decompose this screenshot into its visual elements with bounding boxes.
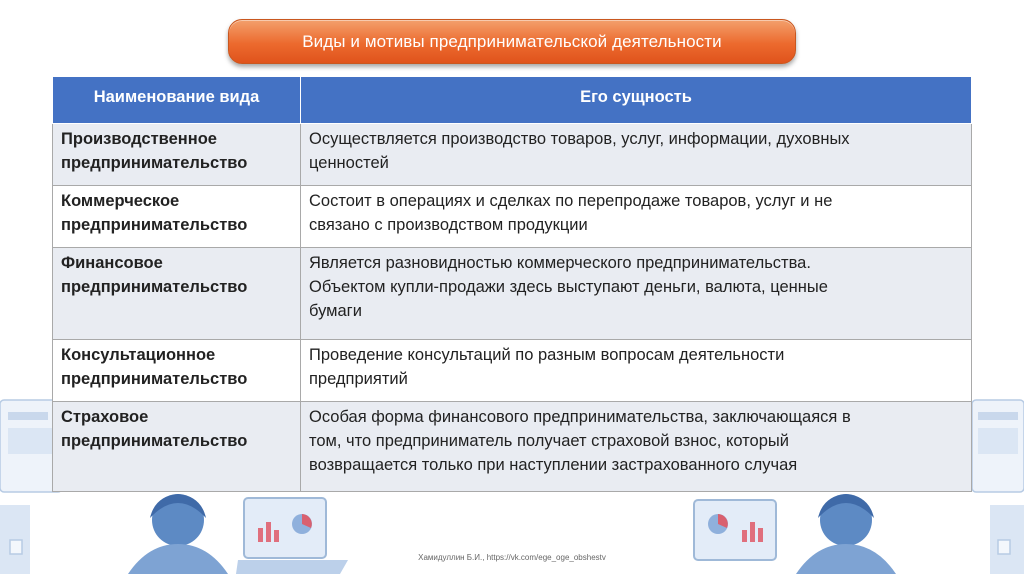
right-person-illustration bbox=[694, 494, 896, 574]
table-row bbox=[53, 186, 972, 248]
kind-text: Производственное bbox=[61, 130, 217, 148]
essence-text: бумаги bbox=[309, 302, 362, 320]
header-essence: Его сущность bbox=[301, 77, 972, 124]
kind-text: предпринимательство bbox=[61, 154, 248, 172]
essence-text: связано с производством продукции bbox=[309, 216, 588, 234]
kind-text: предпринимательство bbox=[61, 370, 248, 388]
essence-text: возвращается только при наступлении застрахованного случая bbox=[309, 456, 798, 474]
kind-cell bbox=[53, 124, 301, 186]
kind-text: Финансовое bbox=[61, 254, 163, 272]
essence-text: Состоит в операциях и сделках по перепродаже товаров, услуг и не bbox=[309, 192, 833, 210]
essence-text: ценностей bbox=[309, 154, 389, 172]
pie-chart-icon bbox=[708, 514, 728, 534]
table-row bbox=[53, 248, 972, 340]
table-header-row bbox=[53, 77, 972, 124]
kind-cell bbox=[53, 340, 301, 402]
kind-text: Страховое bbox=[61, 408, 149, 426]
author-footer: Хамидуллин Б.И., https://vk.com/ege_oge_obshestv bbox=[418, 553, 606, 562]
pie-chart-icon bbox=[292, 514, 312, 534]
table-row bbox=[53, 124, 972, 186]
kind-text: предпринимательство bbox=[61, 278, 248, 296]
kind-text: предпринимательство bbox=[61, 216, 248, 234]
table-row bbox=[53, 340, 972, 402]
kind-cell bbox=[53, 186, 301, 248]
essence-cell bbox=[301, 402, 972, 492]
essence-cell bbox=[301, 340, 972, 402]
essence-cell bbox=[301, 186, 972, 248]
essence-text: том, что предприниматель получает страховой взнос, который bbox=[309, 432, 789, 450]
right-dashboard-illustration bbox=[972, 400, 1024, 574]
kind-cell bbox=[53, 248, 301, 340]
essence-text: Является разновидностью коммерческого предпринимательства. bbox=[309, 254, 811, 272]
essence-text: предприятий bbox=[309, 370, 408, 388]
slide-title: Виды и мотивы предпринимательской деятельности bbox=[228, 19, 796, 64]
essence-text: Особая форма финансового предпринимательства, заключающаяся в bbox=[309, 408, 851, 426]
table-row bbox=[53, 402, 972, 492]
left-person-illustration bbox=[128, 494, 348, 574]
essence-text: Объектом купли-продажи здесь выступают деньги, валюта, ценные bbox=[309, 278, 828, 296]
essence-text: Проведение консультаций по разным вопросам деятельности bbox=[309, 346, 785, 364]
essence-cell bbox=[301, 248, 972, 340]
kind-cell bbox=[53, 402, 301, 492]
essence-cell bbox=[301, 124, 972, 186]
kind-text: предпринимательство bbox=[61, 432, 248, 450]
kind-text: Коммерческое bbox=[61, 192, 180, 210]
essence-text: Осуществляется производство товаров, услуг, информации, духовных bbox=[309, 130, 850, 148]
kind-text: Консультационное bbox=[61, 346, 216, 364]
header-kind: Наименование вида bbox=[53, 77, 301, 124]
entrepreneurship-types-table bbox=[52, 76, 972, 492]
